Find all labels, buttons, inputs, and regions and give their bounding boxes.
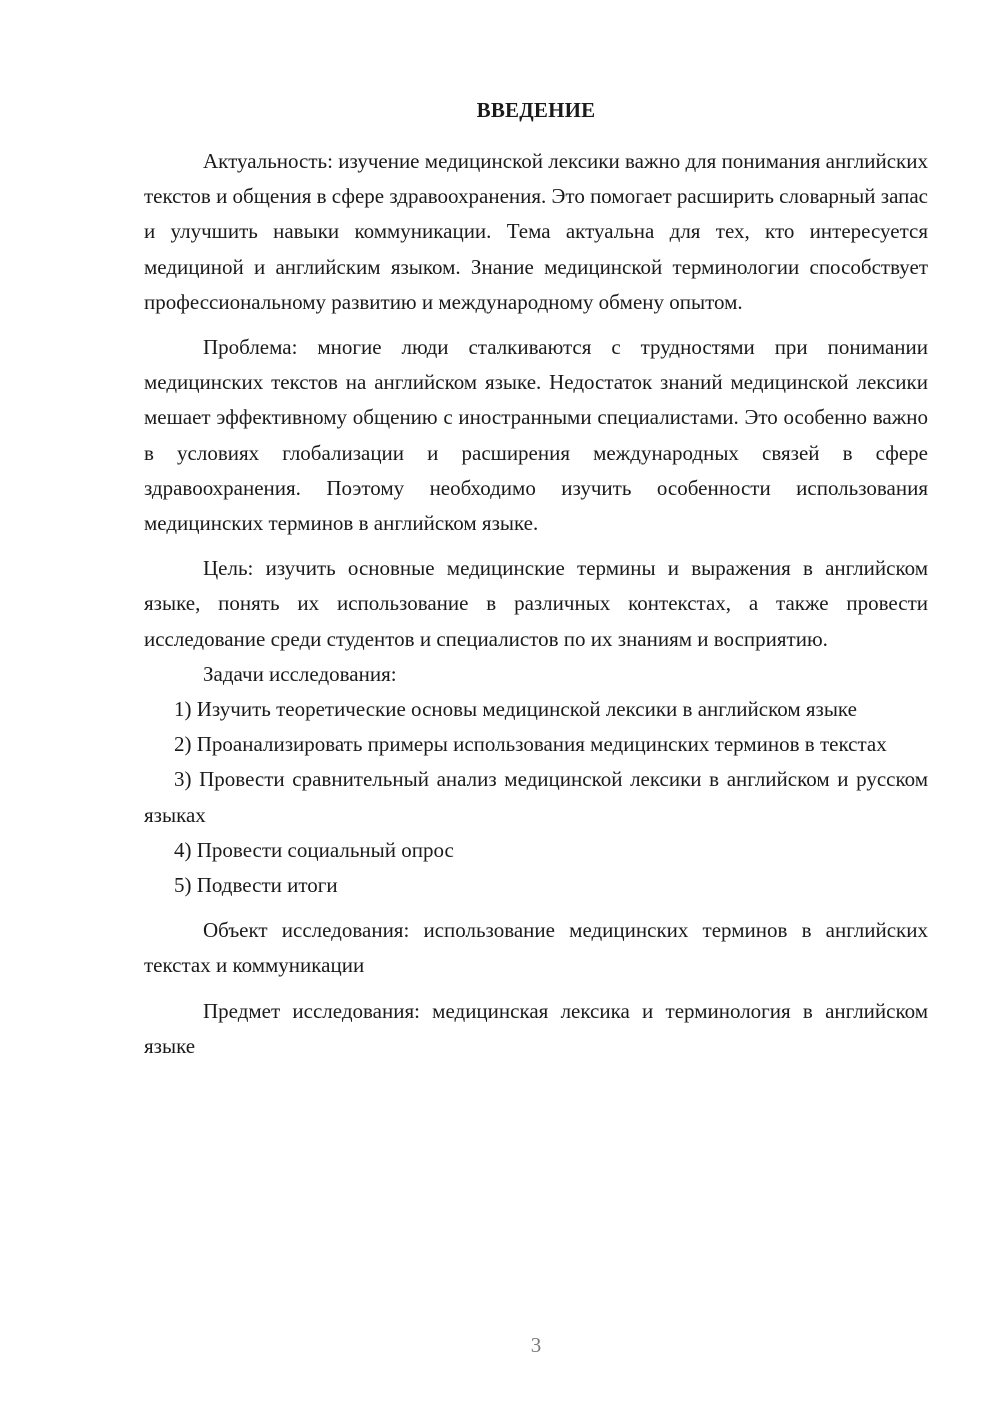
page-number: 3	[530, 1333, 542, 1357]
list-item: 3) Провести сравнительный анализ медицинской лексики в английском и русском языках	[144, 767, 928, 827]
tasks-heading: Задачи исследования:	[203, 661, 397, 686]
list-item: 5) Подвести итоги	[174, 873, 338, 898]
page-content	[144, 96, 928, 1064]
subject-paragraph: Предмет исследования: медицинская лексика и терминология в английском языке	[144, 998, 928, 1058]
list-item: 1) Изучить теоретические основы медицинской лексики в английском языке	[174, 697, 857, 722]
goal-paragraph: Цель: изучить основные медицинские термины и выражения в английском языке, понять их использование в различных контекстах, а также провести исследование среди студентов и специалистов по их знаниям и восприятию.	[144, 556, 928, 651]
object-paragraph: Объект исследования: использование медицинских терминов в английских текстах и коммуникации	[144, 918, 928, 978]
relevance-paragraph: Актуальность: изучение медицинской лексики важно для понимания английских текстов и общения в сфере здравоохранения. Это помогает расширить словарный запас и улучшить навыки коммуникации. Тема актуальна для тех, кто интересуется медициной и английским языком. Знание медицинской терминологии способствует профессиональному развитию и международному обмену опытом.	[144, 149, 928, 314]
list-item: 2) Проанализировать примеры использования медицинских терминов в текстах	[174, 732, 887, 757]
section-title: ВВЕДЕНИЕ	[476, 98, 596, 122]
list-item: 4) Провести социальный опрос	[174, 837, 454, 862]
tasks-list	[144, 692, 928, 903]
problem-paragraph: Проблема: многие люди сталкиваются с трудностями при понимании медицинских текстов на английском языке. Недостаток знаний медицинской лексики мешает эффективному общению с иностранными специалистами. Это особенно важно в условиях глобализации и расширения международных связей в сфере здравоохранения. Поэтому необходимо изучить особенности использования медицинских терминов в английском языке.	[144, 335, 928, 536]
